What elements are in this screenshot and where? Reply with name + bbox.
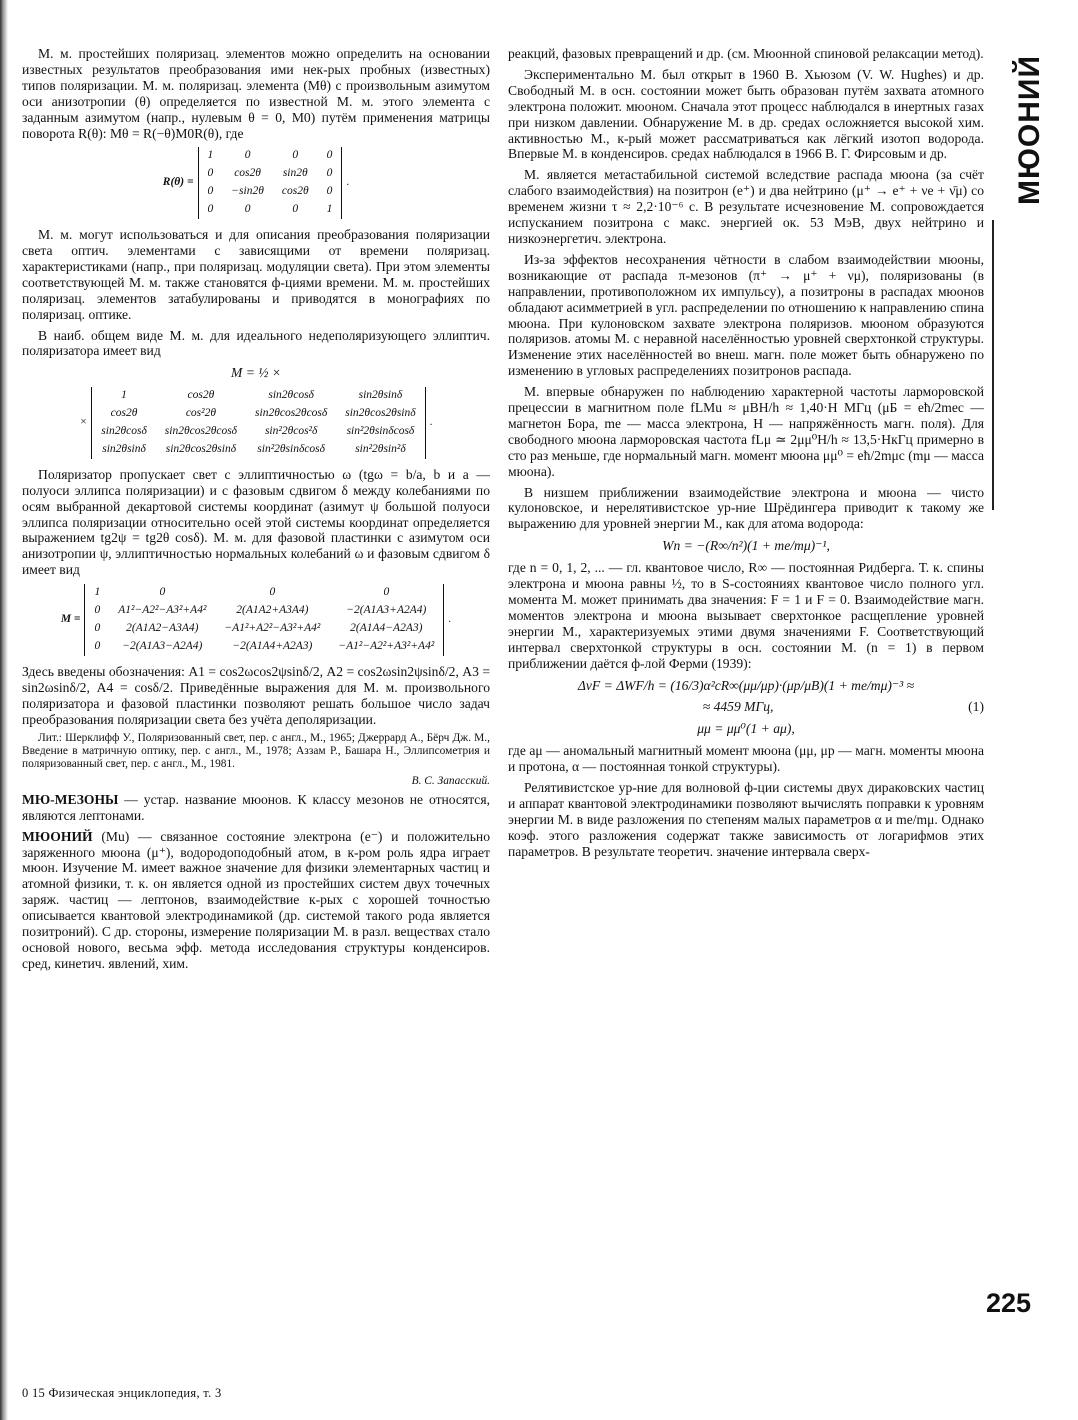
matrix-row [85,584,444,602]
rotation-matrix-equation: R(θ) = 1 0 0 0 0 cos2θ sin2θ 0 0 −sin2θ cos2θ 0 0 0 0 1 . [22,147,490,219]
matrix-cell: 0 [94,622,101,634]
matrix-cell: sin2θcos2θsinδ [345,407,416,420]
formula-fermi [508,678,984,694]
matrix-cell: 0 [207,167,214,180]
matrix-row [198,201,342,219]
paragraph-general-form: В наиб. общем виде М. м. для идеального недеполяризующего эллиптич. поляризатора имеет вид [22,327,490,359]
matrix-cell: 0 [207,185,214,198]
matrix-row [92,405,425,423]
running-head-text: МЮОНИЙ [1013,54,1046,206]
polarizer-matrix [91,387,425,459]
page-number: 225 [986,1288,1032,1318]
matrix-row [198,165,342,183]
matrix-cell: sin2θcos2θsinδ [165,442,237,455]
right-column [508,46,984,865]
matrix-cell: 0 [207,203,214,216]
matrix-cell: 0 [383,586,390,599]
paragraph-continuation: реакций, фазовых превращений и др. (см. Мюонной спиновой релаксации метод). [508,46,984,61]
matrix-cell: sin2θcos2θcosδ [255,407,328,420]
matrix-cell: 0 [94,604,101,617]
page-footer: 0 15 Физическая энциклопедия, т. 3 [22,1386,222,1400]
matrix-cell: 0 [326,167,333,180]
matrix-cell: sin2θcosδ [101,425,147,438]
polarizer-matrix-prefactor: M = ½ × [230,365,282,381]
matrix-row [198,183,342,201]
phase-plate-matrix [84,584,444,656]
matrix-cell: 0 [244,203,251,216]
paragraph-rotation-matrix-intro: М. м. простейших поляризац. элементов можно определить на основании известных результатов преобразования ими нек-рых пробных (известных) типов поляризации. М. м. поляризац. элемента (Mθ) с произвольным азимутом оси анизотропии (θ) определяется по известной М. м. этого элемента с заданным азимутом (напр., нулевым θ = 0, M0) путём применения матрицы поворота R(θ): Mθ = R(−θ)M0R(θ), где [22,46,490,141]
matrix-cell: cos²2θ [185,407,216,420]
entry-heading-muonium: МЮОНИЙ [22,828,93,844]
matrix-cell: −2(A1A3−A2A4) [122,639,203,652]
matrix-row [92,441,425,459]
entry-mu-mesons [22,792,490,824]
matrix-cell: sin²2θsinδcosδ [346,425,415,438]
left-column [22,46,490,977]
matrix-cell: A1²−A2²−A3²+A4² [118,604,207,617]
matrix-cell: sin²2θsinδcosδ [257,442,325,455]
matrix-cell: 2(A1A2−A3A4) [126,622,199,634]
formula-magnetic-moment: μμ = μμ⁰(1 + aμ), [697,721,795,737]
matrix-cell: 0 [94,639,101,652]
matrix-cell: sin2θ [282,167,308,180]
paragraph-notation: Здесь введены обозначения: A1 = cos2ωcos2ψsinδ/2, A2 = cos2ωsin2ψsinδ/2, A3 = sin2ωsinδ/2, A4 = cosδ/2. Приведённые выражения для М. м. произвольного поляризатора и фазовой пластинки позволяют решать большое число задач преобразования поляризации света без учёта деполяризации. [22,663,490,727]
rotation-matrix [198,147,343,219]
matrix-cell: 0 [326,185,333,198]
entry-muonium [22,829,490,972]
matrix-cell: sin²2θcos²δ [264,425,318,438]
formula-fermi-result: ≈ 4459 МГц, [702,699,774,715]
formula-energy-levels: Wn = −(R∞/n²)(1 + me/mμ)⁻¹, [662,538,830,554]
matrix-cell: 0 [159,586,166,599]
matrix-cell: −sin2θ [231,185,264,198]
paragraph-larmor: М. впервые обнаружен по наблюдению характерной частоты ларморовской прецессии в магнитном поле fLMu ≈ μBH/h ≈ 1,40·H МГц (μБ = eħ/2mec — магнетон Бора, me — масса электрона, H — напряжённость магн. поля). Для свободного мюона ларморовская частота fLμ ≃ 2μμ⁰H/h ≈ 13,5·HкГц примерно в сто раз меньше, где нормальный магн. момент мюона μμ⁰ = eħ/2mμc (mμ — масса мюона). [508,384,984,479]
matrix-row [92,423,425,441]
matrix-cell: 0 [292,203,299,216]
matrix-cell: 0 [292,149,299,162]
paragraph-anomalous-moment: где aμ — аномальный магнитный момент мюона (μμ, μp — магн. моменты мюона и протона, α — постоянная тонкой структуры). [508,743,984,775]
rotation-matrix-lhs: R(θ) = [162,176,194,189]
matrix-row [198,147,342,165]
entry-heading-mu-mesons: МЮ-МЕЗОНЫ [22,791,119,807]
formula-fermi-main: ΔνF = ΔWF/h = (16/3)α²cR∞(μμ/μp)·(μp/μB)(1 + me/mμ)⁻³ ≈ [577,677,915,693]
matrix-cell: 1 [326,203,333,216]
formula-fermi-value [508,699,984,715]
paragraph-time-dependent: М. м. могут использоваться и для описания преобразования поляризации света оптич. элементами с зависящими от времени поляризац. характеристиками (напр., при поляризац. модуляции света). При этом элементы соответствующей М. м. также становятся ф-циями времени. М. м. простейших поляризац. элементов затабулированы и приводятся в монографиях по поляризац. оптике. [22,227,490,322]
matrix-cell: cos2θ [234,167,261,180]
matrix-cell: sin²2θsin²δ [355,442,406,455]
matrix-cell: sin2θsinδ [358,389,403,402]
side-rule [992,220,994,510]
matrix-row [85,620,444,638]
matrix-cell: 1 [121,389,127,402]
matrix-cell: 1 [207,149,214,162]
paragraph-discovery: Экспериментально М. был открыт в 1960 В. Хьюзом (V. W. Hughes) и др. Свободный М. в осн. состоянии может быть образован путём захвата атомного электрона положит. мюоном. Сначала этот процесс наблюдался в инертных газах при низком давлении. Обнаружение М. в др. средах осложняется высокой хим. активностью М., к-рый может рассматриваться как лёгкий изотоп водорода. Впервые М. в конденсиров. средах наблюдался в 1966 В. Г. Фирсовым и др. [508,66,984,162]
paragraph-polarizer: Поляризатор пропускает свет с эллиптичностью ω (tgω = b/a, b и a — полуоси эллипса поляризации) и с фазовым сдвигом δ между колебаниями по осям выбранной декартовой системы координат (азимут ψ большой полуоси эллипса поляризации относительно осей этой системы координат определяется выражением tg2ψ = tg2θ cosδ). М. м. для фазовой пластинки с азимутом оси анизотропии ψ, эллиптичностью нормальных колебаний ω и фазовым сдвигом δ имеет вид [22,466,490,578]
matrix-cell: 2(A1A2+A3A4) [236,604,309,617]
matrix-cell: 1 [94,586,101,599]
running-head [1000,50,1060,210]
matrix-cell: sin2θsinδ [102,442,146,455]
article-author: В. С. Запасский. [411,775,490,788]
matrix-cell: −A1²−A2²+A3²+A4² [338,639,435,652]
matrix-cell: −A1²+A2²−A3²+A4² [224,622,321,634]
entry-text-mu-mesons: — устар. название мюонов. К классу мезонов не относятся, являются лептонами. [22,791,490,823]
matrix-cell: 2(A1A4−A2A3) [350,622,423,634]
matrix-cell: 0 [269,586,276,599]
matrix-cell: cos2θ [187,389,215,402]
matrix-row [85,602,444,620]
matrix-row [85,638,444,656]
matrix-cell: −2(A1A3+A2A4) [346,604,427,617]
page-spine-shadow [0,0,8,1420]
paragraph-coulomb: В низшем приближении взаимодействие электрона и мюона — чисто кулоновское, и нерелятивистское ур-ние Шрёдингера приводит к такому же выражению для уровней энергии М., как для атома водорода: [508,484,984,532]
matrix-row [92,387,425,405]
phase-plate-matrix-lhs: M = [60,613,81,626]
matrix-cell: cos2θ [281,185,309,198]
paragraph-hyperfine: где n = 0, 1, 2, ... — гл. квантовое число, R∞ — постоянная Ридберга. Т. к. спины электрона и мюона равны ½, то в S-состояниях квантовое число полного угл. момента М. может принимать два значения: F = 1 и F = 0. Взаимодействие магн. моментов электрона и мюона вызывает сверхтонкое расщепление уровней энергии М., характеризуемых этими двумя значениями F. Соответствующий интервал сверхтонкой структуры в осн. состоянии М. (n = 1) в первом приближении даётся ф-лой Ферми (1939): [508,560,984,671]
equation-number: (1) [968,699,984,715]
matrix-cell: 0 [244,149,251,162]
paragraph-metastable: М. является метастабильной системой вследствие распада мюона (за счёт слабого взаимодействия) на позитрон (e⁺) и два нейтрино (μ⁺ → e⁺ + νe + ν̄μ) со временем жизни τ ≈ 2,2·10⁻⁶ с. В результате исчезновение М. сопровождается испусканием позитрона с макс. энергией ок. 53 МэВ, двух нейтрино и низкоэнергетич. электрона. [508,167,984,246]
paragraph-parity: Из-за эффектов несохранения чётности в слабом взаимодействии мюоны, возникающие от распада π-мезонов (π⁺ → μ⁺ + νμ), поляризованы (в направлении, противоположном их импульсу), а позитроны в распадах мюонов обладают асимметрией в угл. распределении по отношению к направлению спина мюона. При кулоновском захвате электрона поляризов. мюоном образуются поляризов. атомы М. с неравной населённостью уровней сверхтонкой структуры. Изменение этих населённостей во внеш. магн. поле может быть обнаружено по изменению в угловых распределениях позитронов распада. [508,251,984,379]
entry-text-muonium: (Mu) — связанное состояние электрона (e⁻) и положительно заряженного мюона (μ⁺), водородоподобный атом, в к-ром роль ядра играет мюон. Изучение М. имеет важное значение для физики элементарных частиц и атомной физики, т. к. он является одной из простейших систем двух точечных заряж. частиц — лептонов, взаимодействие к-рых с хорошей точностью описывается квантовой электродинамикой (др. системой такого рода является позитроний). С др. стороны, измерение поляризации М. в разл. веществах стало основой нового, весьма эфф. метода исследования структуры конденсиров. сред, кинетич. явлений, хим. [22,828,490,971]
polarizer-matrix-equation: × 1 cos2θ sin2θcosδ sin2θsinδ cos2θ cos²2θ sin2θcos2θcosδ sin2θcos2θsinδ sin2θcosδ sin2θcos2θcosδ sin²2θcos²δ sin²2θsinδcosδ sin2θsinδ sin2θcos2θsinδ sin²2θsinδcosδ sin²2θsin²δ . [22,387,490,459]
matrix-cell: sin2θcos2θcosδ [164,425,238,438]
phase-plate-matrix-equation: M = 1 0 0 0 0 A1²−A2²−A3²+A4² 2(A1A2+A3A4) −2(A1A3+A2A4) 0 2(A1A2−A3A4) −A1²+A2²−A3²+A4² 2(A1A4−A2A3) 0 −2(A1A3−A2A4) −2(A1A4+A2A3) −A1²−A2²+A3²+A4² . [22,584,490,656]
matrix-cell: −2(A1A4+A2A3) [232,639,313,652]
literature-list: Лит.: Шерклифф У., Поляризованный свет, пер. с англ., М., 1965; Джеррард А., Бёрч Дж. М., Введение в матричную оптику, пер. с англ., М., 1978; Аззам Р., Башара Н., Эллипсометрия и поляризованный свет, пер. с англ., М., 1981. [22,732,490,770]
matrix-cell: sin2θcosδ [268,389,314,402]
matrix-cell: cos2θ [110,407,138,420]
paragraph-relativistic: Релятивистское ур-ние для волновой ф-ции системы двух дираковских частиц и аппарат квантовой электродинамики позволяют вычислять поправки к уровням энергии М. в виде разложения по степеням малых параметров α и me/mμ. Однако коэф. этого разложения содержат также зависимость от логарифмов этих параметров. В результате теоретич. значение интервала сверх- [508,780,984,859]
matrix-cell: 0 [326,149,333,162]
